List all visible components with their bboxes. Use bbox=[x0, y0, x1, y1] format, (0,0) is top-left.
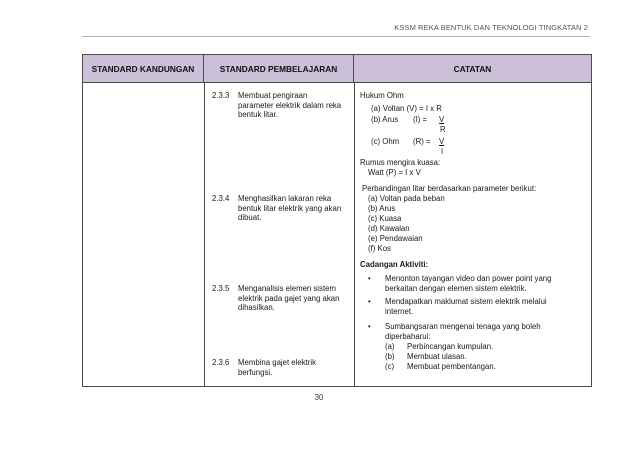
activity-3-line-1: Sumbangsaran mengenai tenaga yang boleh bbox=[385, 322, 541, 331]
bullet-icon: • bbox=[368, 297, 371, 306]
activity-3-sub-text: Perbincangan kumpulan. bbox=[407, 342, 494, 351]
activity-3-sub-label: (a) bbox=[385, 342, 395, 351]
standard-text-2-3-4 bbox=[238, 194, 350, 223]
standard-line: dibuat. bbox=[238, 213, 262, 223]
activity-3-sub-text: Membuat pembentangan. bbox=[407, 362, 496, 371]
bullet-icon: • bbox=[368, 274, 371, 283]
standard-code-2-3-4: 2.3.4 bbox=[212, 194, 230, 203]
activity-1-line-2: berkaitan dengan elemen sistem elektrik. bbox=[385, 284, 527, 293]
ohm-law-resistance-eq: (R) = bbox=[413, 137, 431, 146]
activity-2-line-2: internet. bbox=[385, 307, 414, 316]
column-divider-1 bbox=[204, 83, 205, 386]
standard-text-2-3-6 bbox=[238, 358, 350, 377]
ohm-law-resistance-numerator: V bbox=[439, 137, 445, 146]
standard-line: Membuat pengiraan bbox=[238, 91, 308, 100]
standard-code-2-3-6: 2.3.6 bbox=[212, 358, 230, 367]
comparison-item: (c) Kuasa bbox=[368, 214, 402, 223]
standard-line: berfungsi. bbox=[238, 367, 273, 377]
power-formula-title: Rumus mengira kuasa: bbox=[360, 158, 441, 167]
running-header: KSSM REKA BENTUK DAN TEKNOLOGI TINGKATAN 2 bbox=[394, 23, 588, 32]
ohm-law-current-numerator: V bbox=[439, 115, 445, 124]
standard-code-2-3-3: 2.3.3 bbox=[212, 91, 230, 100]
header-standard-kandungan: STANDARD KANDUNGAN bbox=[83, 55, 204, 83]
page-number: 30 bbox=[314, 393, 324, 402]
standard-line: bentuk litar. bbox=[238, 110, 278, 120]
activity-3-sub-label: (c) bbox=[385, 362, 395, 371]
table-header-row bbox=[83, 55, 591, 83]
ohm-law-current-label: (b) Arus bbox=[371, 115, 399, 124]
activity-3-sub-text: Membuat ulasan. bbox=[407, 352, 467, 361]
comparison-item: (f) Kos bbox=[368, 244, 391, 253]
power-formula: Watt (P) = I x V bbox=[368, 168, 421, 177]
standard-line: bentuk litar elektrik yang akan bbox=[238, 203, 342, 213]
standard-line: Menghasilkan lakaran reka bbox=[238, 194, 332, 203]
standard-text-2-3-5 bbox=[238, 284, 350, 313]
ohm-law-title: Hukum Ohm bbox=[360, 91, 404, 100]
bullet-icon: • bbox=[368, 322, 371, 331]
header-catatan: CATATAN bbox=[453, 64, 492, 74]
column-divider-2 bbox=[354, 83, 355, 386]
standard-line: elektrik pada gajet yang akan bbox=[238, 293, 340, 303]
activity-title: Cadangan Aktiviti: bbox=[360, 260, 429, 269]
comparison-item: (b) Arus bbox=[368, 204, 396, 213]
ohm-law-resistance-denominator: I bbox=[441, 147, 444, 156]
curriculum-table bbox=[82, 54, 592, 387]
ohm-law-voltage: (a) Voltan (V) = I x R bbox=[371, 104, 442, 113]
standard-code-2-3-5: 2.3.5 bbox=[212, 284, 230, 293]
activity-3-sub-label: (b) bbox=[385, 352, 395, 361]
activity-2-line-1: Mendapatkan maklumat sistem elektrik melalui bbox=[385, 297, 547, 306]
comparison-item: (e) Pendawaian bbox=[368, 234, 423, 243]
activity-3-line-2: diperbaharui: bbox=[385, 332, 431, 341]
activity-1-line-1: Menonton tayangan video dan power point yang bbox=[385, 274, 552, 283]
header-rule bbox=[82, 36, 590, 37]
standard-line: parameter elektrik dalam reka bbox=[238, 100, 342, 110]
ohm-law-resistance-label: (c) Ohm bbox=[371, 137, 400, 146]
comparison-title: Perbandingan litar berdasarkan parameter berikut: bbox=[362, 184, 537, 193]
standard-line: Menganalisis elemen sistem bbox=[238, 284, 336, 293]
standard-line: dihasilkan. bbox=[238, 303, 275, 313]
comparison-item: (a) Voltan pada beban bbox=[368, 194, 445, 203]
standard-line: Membina gajet elektrik bbox=[238, 358, 317, 367]
ohm-law-current-denominator: R bbox=[440, 125, 446, 134]
comparison-item: (d) Kawalan bbox=[368, 224, 410, 233]
standard-text-2-3-3 bbox=[238, 91, 350, 120]
header-standard-pembelajaran: STANDARD PEMBELAJARAN bbox=[204, 55, 354, 83]
ohm-law-current-eq: (I) = bbox=[413, 115, 428, 124]
